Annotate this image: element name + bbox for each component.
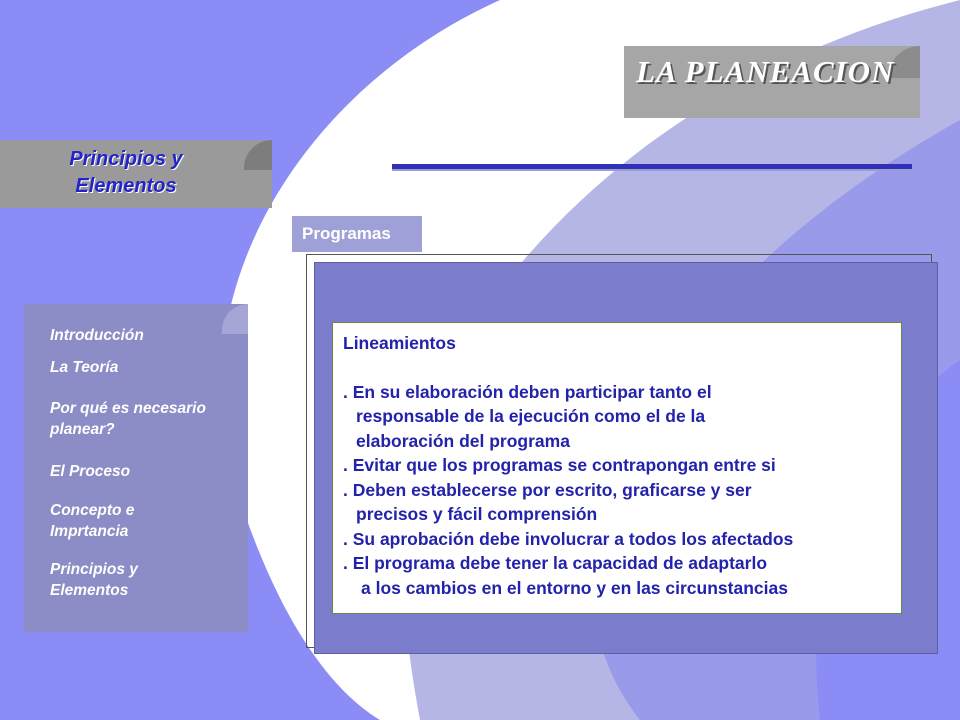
title-divider (392, 164, 912, 171)
guideline-line: . Evitar que los programas se contrapongan entre si (343, 455, 776, 475)
nav-item-concepto-importancia[interactable] (50, 501, 134, 542)
nav-item-por-que-planear[interactable] (50, 399, 206, 440)
nav-item-label: Imprtancia (50, 522, 129, 540)
nav-item-label: planear? (50, 420, 115, 438)
nav-item-label: Principios y (50, 561, 138, 578)
section-title-line-1: Principios y (69, 148, 183, 170)
guideline-line: responsable de la ejecución como el de la (356, 406, 706, 426)
guideline-line: . Deben establecerse por escrito, graficarse y ser (343, 479, 752, 500)
nav-box-notch (222, 304, 248, 334)
nav-item-introduccion[interactable] (50, 326, 144, 347)
slide-title: LA PLANEACION (636, 54, 895, 89)
nav-menu (24, 304, 248, 632)
guideline-line: . En su elaboración deben participar tanto el (343, 381, 712, 402)
section-title (0, 146, 252, 200)
guideline-line: . Su aprobación debe involucrar a todos los afectados (343, 528, 794, 549)
nav-item-label: Por qué es necesario (50, 400, 206, 417)
section-title-box (0, 140, 272, 208)
nav-item-principios-elementos[interactable] (50, 560, 138, 601)
nav-item-label: Introducción (50, 327, 144, 344)
guidelines-heading: Lineamientos (343, 333, 456, 353)
tab-programas: Programas (292, 216, 422, 252)
nav-item-el-proceso[interactable] (50, 462, 130, 483)
guideline-line: precisos y fácil comprensión (356, 504, 598, 524)
nav-item-label: Elementos (50, 581, 129, 599)
nav-item-label: La Teoría (50, 359, 119, 376)
section-title-line-2: Elementos (75, 175, 177, 197)
guideline-line: a los cambios en el entorno y en las circunstancias (361, 577, 788, 598)
nav-item-label: El Proceso (50, 463, 131, 480)
guideline-line: . El programa debe tener la capacidad de adaptarlo (343, 553, 768, 573)
title-box (624, 46, 920, 118)
guideline-line: elaboración del programa (356, 430, 570, 451)
guidelines-box (332, 322, 902, 614)
nav-item-label: Concepto e (50, 502, 135, 519)
nav-item-la-teoria[interactable] (50, 358, 118, 379)
